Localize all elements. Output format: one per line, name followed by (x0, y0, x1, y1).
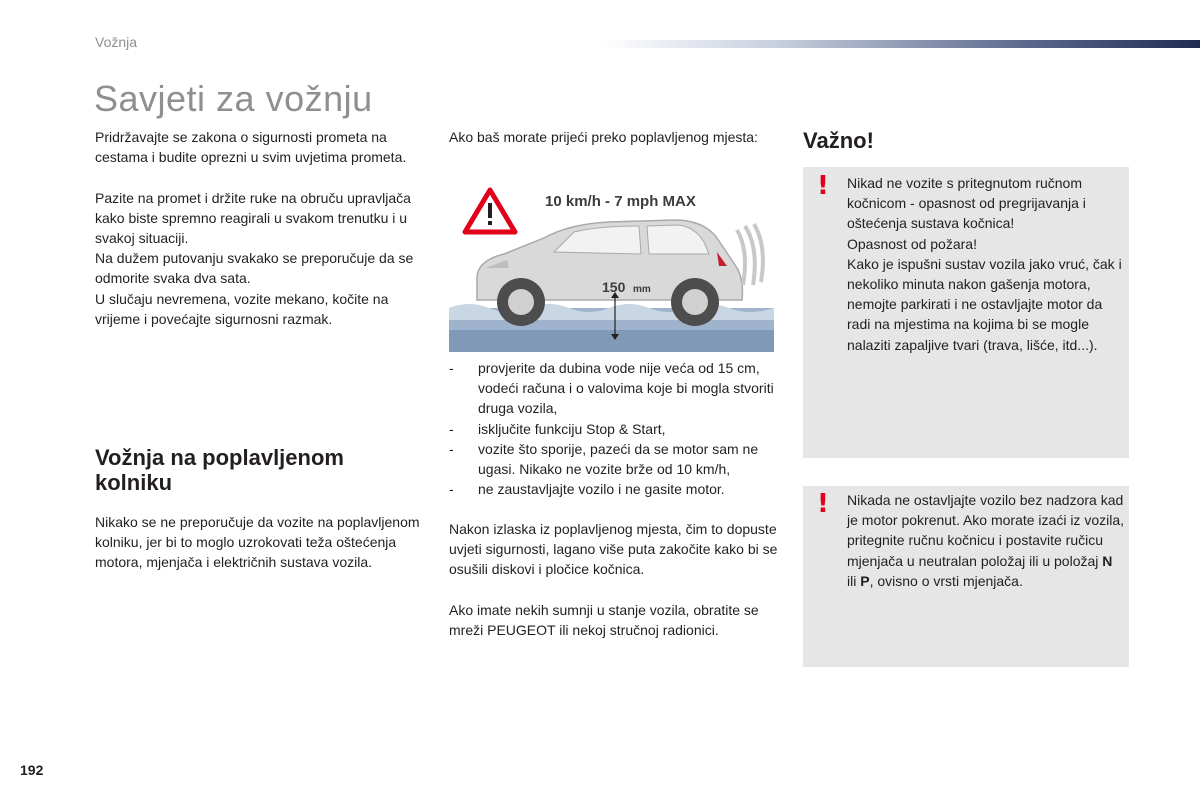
header-gradient-bar (600, 40, 1200, 48)
crossing-intro: Ako baš morate prijeći preko poplavljenog mjesta: (449, 129, 758, 145)
warning-triangle-icon (465, 190, 515, 232)
section-label: Vožnja (95, 34, 138, 50)
list-item: - vozite što sporije, pazeći da se motor sam ne ugasi. Nikako ne vozite brže od 10 km/h, (449, 440, 759, 478)
car-in-water-drawing (449, 180, 774, 352)
list-item: - isključite funkciju Stop & Start, (449, 420, 666, 437)
gear-n-label: N (1102, 552, 1113, 569)
important-heading: Važno! (803, 128, 874, 153)
depth-unit: mm (633, 284, 651, 295)
water-depth (449, 330, 774, 352)
warning-box-unattended (803, 486, 1129, 667)
flooded-road-illustration (449, 180, 774, 352)
exclamation-icon: ! (817, 489, 829, 519)
intro-paragraph-traffic-law: Pridržavajte se zakona o sigurnosti prometa na cestama i budite oprezni u svim uvjetima prometa. (95, 129, 407, 166)
exclamation-icon: ! (817, 171, 829, 201)
intro-paragraph-rest: Na dužem putovanju svakako se preporučuje da se odmorite svaka dva sata. (95, 250, 414, 287)
intro-paragraph-hands-on-wheel: Pazite na promet i držite ruke na obruču upravljača kako biste spremno reagirali u svakom trenutku i u svakoj situaciji. (95, 190, 411, 247)
flooded-road-heading: Vožnja na poplavljenom kolniku (95, 445, 344, 495)
gear-p-label: P (860, 572, 870, 589)
speed-limit-label: 10 km/h - 7 mph MAX (545, 193, 696, 210)
warning-box-handbrake (803, 167, 1129, 458)
after-exit-paragraph: Nakon izlaska iz poplavljenog mjesta, čim to dopuste uvjeti sigurnosti, lagano više puta zakočite kako bi se osušili diskovi i pločice kočnica. (449, 521, 778, 578)
doubts-paragraph: Ako imate nekih sumnji u stanje vozila, obratite se mreži PEUGEOT ili nekoj stručnoj radionici. (449, 602, 759, 639)
warning-text-handbrake: Nikad ne vozite s pritegnutom ručnom kočnicom - opasnost od pregrijavanja i oštećenja sustava kočnica! Opasnost od požara! Kako je ispušni sustav vozila jako vruć, čak i nekoliko minuta nakon gašenja motora, nemojte parkirati i ne ostavljajte motor da radi na mjestima na kojima bi se mogle nalaziti zapaljive tvari (trava, lišće, itd...). (847, 175, 1122, 353)
list-item: - provjerite da dubina vode nije veća od 15 cm, vodeći računa i o valovima koje bi mogla stvoriti druga vozila, (449, 360, 774, 417)
flooded-road-text: Nikako se ne preporučuje da vozite na poplavljenom kolniku, jer bi to moglo uzrokovati teža oštećenja motora, mjenjača i električnih sustava vozila. (95, 514, 420, 571)
list-item: - ne zaustavljajte vozilo i ne gasite motor. (449, 481, 725, 498)
warning-text-unattended: Nikada ne ostavljajte vozilo bez nadzora kad je motor pokrenut. Ako morate izaći iz vozila, pritegnite ručnu kočnicu i postavite ručicu mjenjača u neutralan položaj ili u položaj N ili P, ovisno o vrsti mjenjača. (847, 492, 1125, 589)
page-title: Savjeti za vožnju (94, 78, 373, 119)
depth-label: 150 (602, 279, 626, 295)
intro-paragraph-bad-weather: U slučaju nevremena, vozite mekano, kočite na vrijeme i povećajte sigurnosni razmak. (95, 291, 389, 328)
crossing-bullets (449, 358, 779, 499)
page-number: 192 (20, 762, 44, 778)
